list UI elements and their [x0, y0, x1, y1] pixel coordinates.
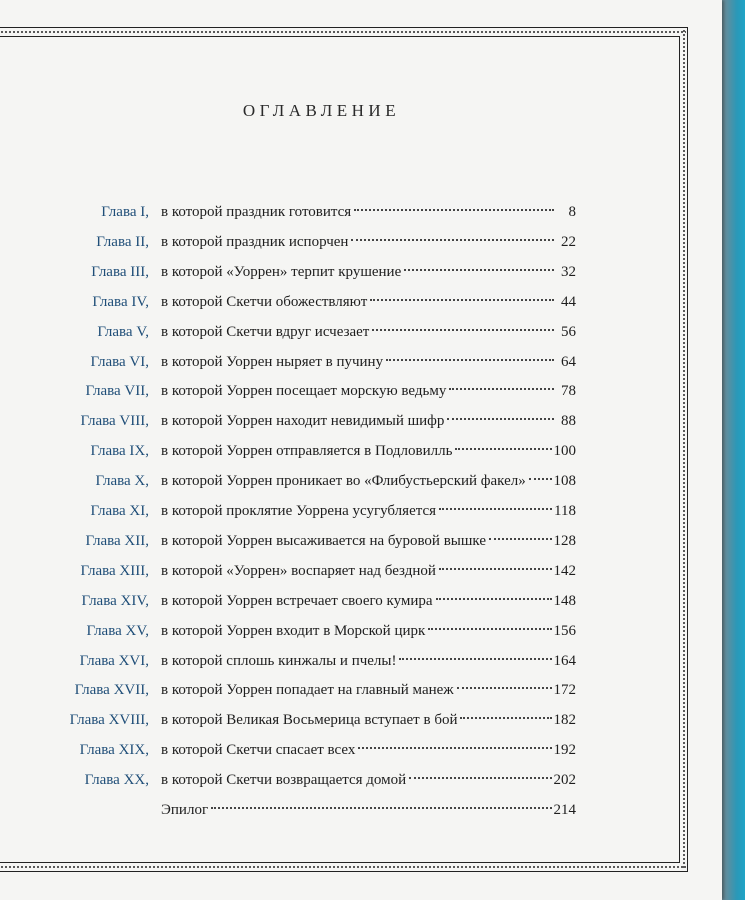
chapter-title: в которой Уоррен входит в Морской цирк: [161, 622, 426, 639]
chapter-title: в которой Уоррен попадает на главный манеж: [161, 682, 454, 699]
page-number: 88: [561, 413, 576, 430]
chapter-title: в которой «Уоррен» терпит крушение: [161, 263, 402, 280]
toc-entry: [0, 409, 700, 433]
page-number: 78: [561, 383, 576, 400]
dot-leader: [460, 717, 551, 719]
chapter-number: Глава XI,: [90, 503, 149, 519]
dot-leader: [370, 299, 554, 301]
chapter-number: Глава X,: [95, 473, 149, 490]
chapter-title: Эпилог: [161, 802, 209, 818]
chapter-number: Глава XV,: [86, 622, 149, 639]
chapter-number: Глава XVIII,: [69, 712, 149, 729]
toc-entry: [0, 768, 700, 792]
chapter-number: Глава XIX,: [79, 742, 149, 759]
page-number: 64: [561, 353, 576, 370]
chapter-line: [161, 230, 576, 254]
chapter-title: в которой Уоррен встречает своего кумира: [161, 592, 433, 609]
dot-leader: [447, 418, 554, 420]
dot-leader: [428, 628, 551, 630]
page-number: 192: [553, 742, 576, 759]
toc-entry: [0, 499, 700, 523]
dot-leader: [211, 807, 551, 809]
chapter-title: в которой Скетчи спасает всех: [161, 742, 356, 759]
dot-leader: [409, 777, 551, 779]
chapter-number: Глава VII,: [85, 383, 149, 400]
chapter-line: [161, 619, 576, 643]
chapter-number: Глава XII,: [85, 532, 149, 549]
chapter-title: в которой сплошь кинжалы и пчелы!: [161, 652, 397, 669]
chapter-number: Глава XIII,: [80, 562, 149, 579]
page-number: 44: [561, 293, 576, 310]
toc-entry: [0, 200, 700, 224]
toc-entry: [0, 350, 700, 374]
chapter-number: Глава VIII,: [80, 413, 149, 430]
chapter-title: в которой Уоррен находит невидимый шифр: [161, 413, 445, 430]
book-cover-edge: [718, 0, 745, 900]
dot-leader: [489, 538, 552, 540]
chapter-line: [161, 290, 576, 314]
page-number: 118: [554, 503, 576, 519]
dot-leader: [399, 658, 551, 660]
dot-leader: [455, 448, 551, 450]
toc-entry: [0, 379, 700, 403]
chapter-number: Глава XX,: [84, 772, 149, 789]
chapter-title: в которой Уоррен проникает во «Флибустьерский факел»: [161, 473, 526, 490]
page-number: 156: [553, 622, 576, 639]
dot-leader: [449, 388, 554, 390]
chapter-line: [161, 708, 576, 732]
dot-leader: [354, 209, 554, 211]
chapter-line: [161, 738, 576, 762]
chapter-line: [161, 439, 576, 463]
chapter-line: [161, 798, 576, 822]
page-number: 22: [561, 233, 576, 250]
toc-entry: [0, 469, 700, 493]
chapter-title: в которой Скетчи возвращается домой: [161, 772, 407, 789]
toc-entry: [0, 439, 700, 463]
dot-leader: [436, 598, 552, 600]
chapter-number: Глава IV,: [92, 293, 149, 310]
toc-entry: [0, 320, 700, 344]
chapter-number: Глава V,: [97, 323, 149, 340]
page-number: 148: [553, 592, 576, 609]
chapter-number: Глава II,: [96, 233, 149, 250]
page-number: 172: [553, 682, 576, 699]
chapter-line: [161, 529, 576, 553]
chapter-title: в которой Уоррен ныряет в пучину: [161, 353, 384, 370]
page-number: 56: [561, 323, 576, 340]
chapter-number: Глава XVI,: [79, 652, 149, 669]
dot-leader: [439, 508, 552, 510]
toc-entry: [0, 708, 700, 732]
chapter-line: [161, 589, 576, 613]
chapter-title: в которой праздник испорчен: [161, 233, 349, 250]
page-number: 142: [553, 562, 576, 579]
chapter-number: Глава VI,: [90, 353, 149, 370]
chapter-line: [161, 649, 576, 673]
chapter-line: [161, 559, 576, 583]
chapter-number: Глава III,: [91, 263, 149, 280]
dot-leader: [404, 269, 554, 271]
chapter-line: [161, 320, 576, 344]
chapter-title: в которой «Уоррен» воспаряет над бездной: [161, 562, 436, 579]
dot-leader: [386, 359, 554, 361]
toc-entry: [0, 559, 700, 583]
toc-entry: [0, 529, 700, 553]
chapter-line: [161, 678, 576, 702]
dot-leader: [351, 239, 554, 241]
chapter-line: [161, 409, 576, 433]
toc-entry: [0, 290, 700, 314]
page-number: 182: [553, 712, 576, 729]
dot-leader: [372, 329, 554, 331]
page-number: 214: [553, 802, 576, 818]
chapter-title: в которой Уоррен высаживается на буровой вышке: [161, 532, 486, 549]
toc-entry: [0, 649, 700, 673]
toc-entry: [0, 678, 700, 702]
chapter-title: в которой Уоррен отправляется в Подловилль: [161, 443, 453, 460]
toc-entry: [0, 589, 700, 613]
chapter-number: Глава I,: [101, 204, 149, 220]
chapter-number: Глава IX,: [90, 443, 149, 460]
dot-leader: [439, 568, 552, 570]
chapter-title: в которой Уоррен посещает морскую ведьму: [161, 383, 447, 400]
chapter-line: [161, 379, 576, 403]
chapter-title: в которой праздник готовится: [161, 204, 352, 220]
page-title: ОГЛАВЛЕНИЕ: [242, 101, 401, 120]
page-number: 32: [561, 263, 576, 280]
toc-entry: [0, 798, 700, 822]
chapter-title: в которой проклятие Уоррена усугубляется: [161, 503, 437, 519]
dot-leader: [529, 478, 552, 480]
dot-leader: [358, 747, 551, 749]
toc-entry: [0, 619, 700, 643]
chapter-title: в которой Скетчи вдруг исчезает: [161, 323, 370, 340]
toc-entry: [0, 230, 700, 254]
toc-entry: [0, 260, 700, 284]
chapter-number: Глава XVII,: [74, 682, 149, 699]
dot-leader: [457, 687, 552, 689]
chapter-line: [161, 260, 576, 284]
chapter-number: Глава XIV,: [81, 592, 149, 609]
page-number: 108: [553, 473, 576, 490]
chapter-line: [161, 469, 576, 493]
page-number: 100: [553, 443, 576, 460]
chapter-line: [161, 200, 576, 224]
page-number: 8: [568, 204, 576, 220]
page-number: 128: [553, 532, 576, 549]
chapter-line: [161, 350, 576, 374]
chapter-line: [161, 499, 576, 523]
chapter-title: в которой Скетчи обожествляют: [161, 293, 368, 310]
chapter-line: [161, 768, 576, 792]
page-number: 164: [553, 652, 576, 669]
toc-entry: [0, 738, 700, 762]
chapter-title: в которой Великая Восьмерица вступает в бой: [161, 712, 458, 729]
page-number: 202: [553, 772, 576, 789]
